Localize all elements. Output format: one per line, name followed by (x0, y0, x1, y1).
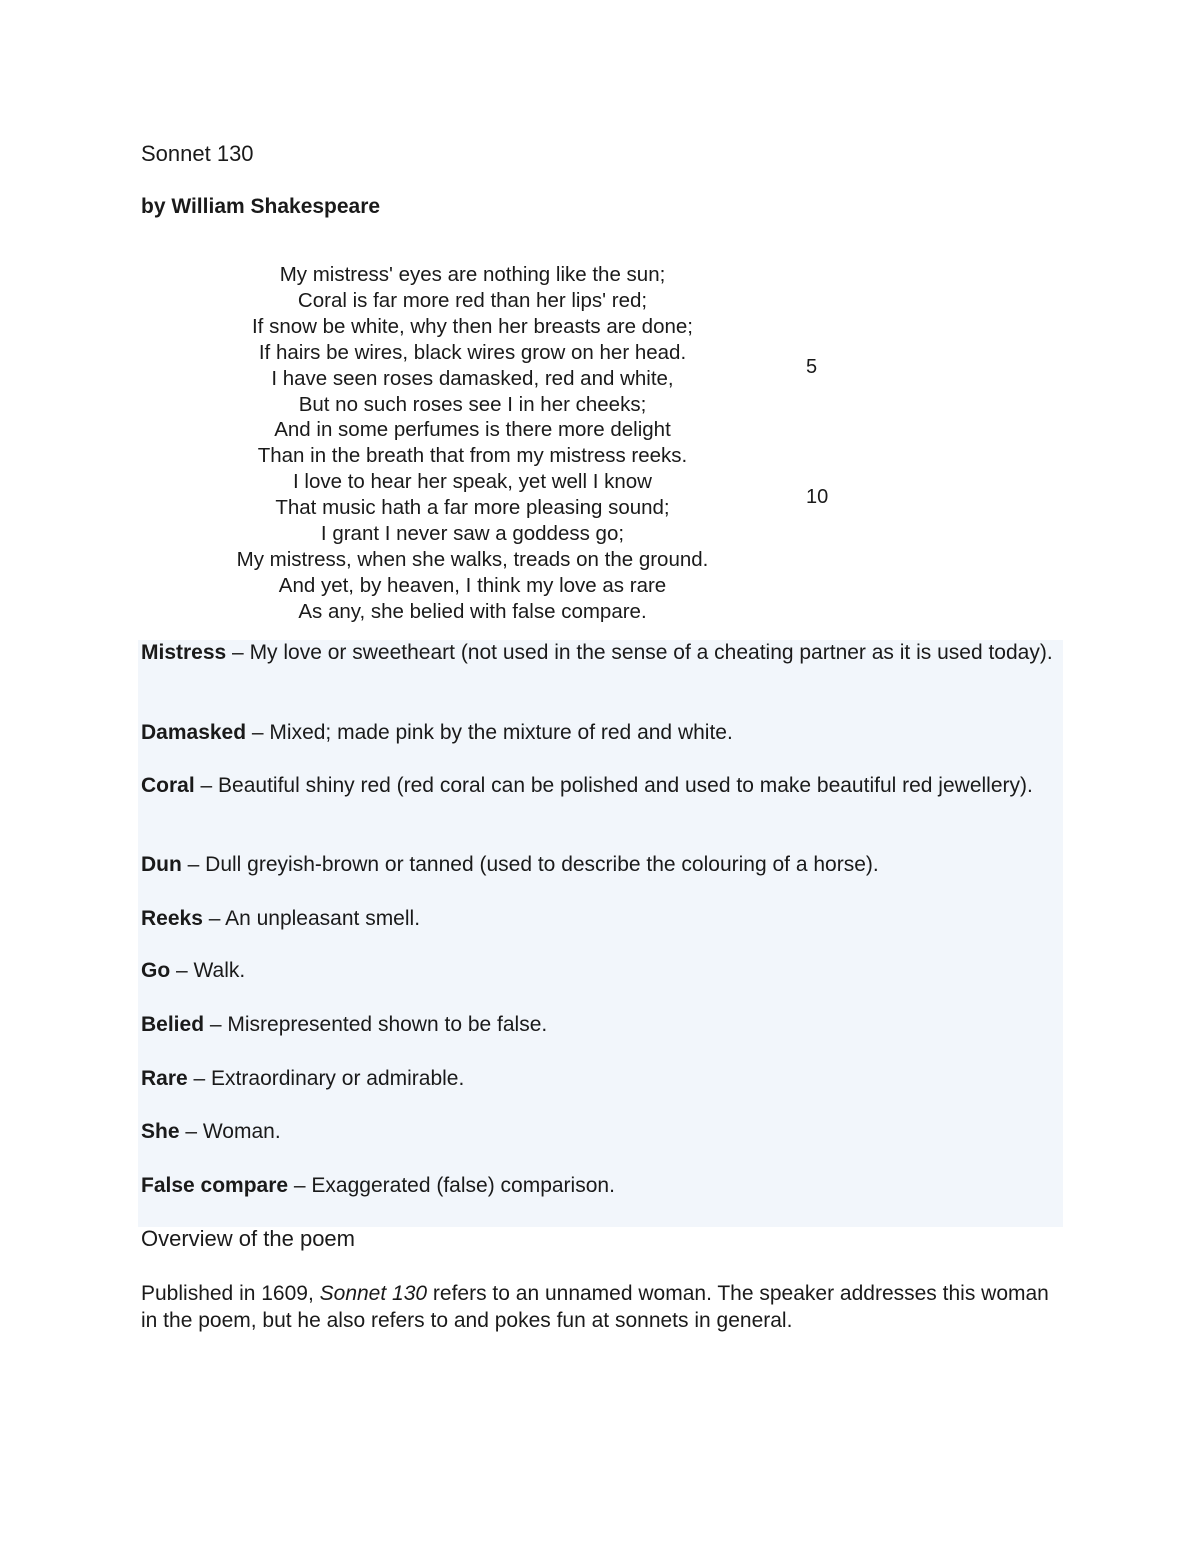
glossary-definition: – An unpleasant smell. (202, 907, 421, 930)
glossary-entry (141, 1173, 1056, 1200)
line-number-10: 10 (806, 486, 829, 508)
glossary-term: Rare (141, 1067, 188, 1090)
glossary-term: Damasked (141, 721, 247, 744)
glossary-entry (141, 852, 1056, 879)
page-title: Sonnet 130 (141, 141, 254, 166)
glossary-definition: – Exaggerated (false) comparison. (288, 1174, 615, 1197)
glossary-term: Belied (141, 1013, 205, 1036)
glossary-term: She (141, 1120, 180, 1143)
overview-text-prefix: Published in 1609, (141, 1282, 320, 1305)
poem-text (200, 262, 745, 625)
poem-line: My mistress, when she walks, treads on the ground. (236, 547, 709, 571)
glossary-term: Dun (141, 853, 182, 876)
poem-line: If hairs be wires, black wires grow on her head. (258, 340, 687, 364)
glossary-entry (141, 906, 1056, 933)
overview-poem-title: Sonnet 130 (319, 1282, 428, 1305)
glossary-entry (141, 958, 1056, 985)
glossary-box (138, 640, 1063, 1227)
poem-line: That music hath a far more pleasing sound; (275, 496, 670, 520)
glossary-definition: – My love or sweetheart (not used in the sense of a cheating partner as it is used today). (226, 641, 1053, 664)
author-line: by William Shakespeare (141, 195, 381, 218)
glossary-definition: – Extraordinary or admirable. (187, 1067, 465, 1090)
line-number-5: 5 (806, 356, 818, 378)
poem-line: Coral is far more red than her lips' red; (297, 288, 648, 312)
poem-line: My mistress' eyes are nothing like the sun; (279, 263, 666, 286)
glossary-definition: – Misrepresented shown to be false. (204, 1013, 548, 1036)
glossary-definition: – Walk. (170, 959, 246, 982)
poem-line: If snow be white, why then her breasts are done; (251, 314, 693, 338)
glossary-term: Coral (141, 774, 195, 797)
overview-paragraph (141, 1280, 1061, 1334)
glossary-term: Go (141, 959, 171, 982)
glossary-entry (141, 640, 1056, 667)
poem-line: Than in the breath that from my mistress reeks. (257, 444, 688, 468)
overview-text-suffix: refers to an unnamed woman. The speaker addresses this woman in the poem, but he also refers to and pokes fun at sonnets in general. (141, 1282, 1049, 1332)
poem-line: I grant I never saw a goddess go; (320, 522, 625, 546)
glossary-definition: – Woman. (179, 1120, 281, 1143)
glossary-entry (141, 1119, 1056, 1146)
glossary-definition: – Mixed; made pink by the mixture of red and white. (246, 721, 733, 744)
glossary-term: False compare (141, 1174, 289, 1197)
glossary-entry (141, 1012, 1056, 1039)
glossary-definition: – Beautiful shiny red (red coral can be polished and used to make beautiful red jewellery). (194, 774, 1033, 797)
glossary-entry (141, 1066, 1056, 1093)
glossary-term: Reeks (141, 907, 203, 930)
poem-line: As any, she belied with false compare. (298, 599, 647, 623)
poem-line: I have seen roses damasked, red and white, (271, 366, 674, 390)
glossary-term: Mistress (141, 641, 227, 664)
poem-line: But no such roses see I in her cheeks; (298, 392, 647, 416)
glossary-definition: – Dull greyish-brown or tanned (used to describe the colouring of a horse). (181, 853, 879, 876)
poem-line: And yet, by heaven, I think my love as rare (278, 573, 667, 597)
glossary-entry (141, 773, 1056, 800)
poem-line: I love to hear her speak, yet well I know (293, 470, 652, 494)
glossary-entry (141, 720, 1056, 747)
poem-line: And in some perfumes is there more delight (274, 418, 671, 442)
overview-heading: Overview of the poem (141, 1226, 355, 1251)
